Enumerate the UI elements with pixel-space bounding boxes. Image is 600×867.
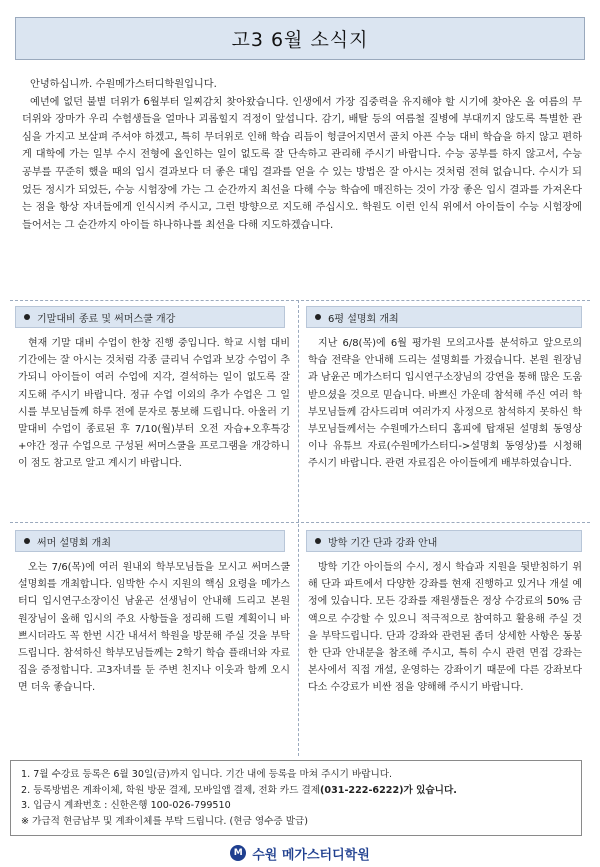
bullet-icon xyxy=(24,314,30,320)
section-heading-text: 방학 기간 단과 강좌 안내 xyxy=(328,537,438,549)
section-body-text: 지난 6/8(목)에 6월 평가원 모의고사를 분석하고 앞으로의 학습 전략을 안내해 드리는 설명회를 가졌습니다. 본원 원장님과 남윤곤 메가스터디 입시연구소장님의 강연을 통해 많은 도움 받으셨을 것으로 믿습니다. 바쁘신 가운데 참석해 주신 여러 학부모님들께 감사드리며 여러가지 사정으로 참석하지 못하신 학부모님들께서는 수원메가스터디 홈피에 탑재된 설명회 동영상이나 유튜브 자료(수원메가스터디->설명회 동영상)를 시청해 주시기 바랍니다. 관련 자료집은 아이들에게 배부하였습니다. xyxy=(308,338,582,470)
payment-notice-box xyxy=(10,760,582,836)
academy-name: 수원 메가스터디학원 xyxy=(252,847,370,863)
notice-line-3: 3. 입금시 계좌번호 : 신한은행 100-026-799510 xyxy=(21,800,231,812)
section-divider-middle xyxy=(10,522,590,523)
academy-logo-icon: M xyxy=(230,845,246,861)
section-heading-text: 써머 설명회 개최 xyxy=(37,537,111,549)
section-body-final-exam xyxy=(18,335,290,473)
section-heading-final-exam xyxy=(15,306,285,328)
section-body-vacation-courses xyxy=(308,559,582,697)
section-heading-text: 6평 설명회 개최 xyxy=(328,313,399,325)
section-heading-text: 기말대비 종료 및 써머스쿨 개강 xyxy=(37,313,176,325)
section-divider-top xyxy=(10,300,590,301)
notice-line-4: ※ 가급적 현금납부 및 계좌이체를 부탁 드립니다. (현금 영수증 발급) xyxy=(21,815,308,827)
section-body-june-seminar xyxy=(308,335,582,473)
newsletter-title-bar xyxy=(15,17,585,60)
notice-line-1: 1. 7월 수강료 등록은 6월 30일(금)까지 입니다. 기간 내에 등록을 마쳐 주시기 바랍니다. xyxy=(21,769,393,780)
notice-line-2-suffix: 가 있습니다. xyxy=(403,784,457,796)
newsletter-title: 고3 6월 소식지 xyxy=(231,29,369,51)
notice-phone-number: (031-222-6222) xyxy=(320,784,404,796)
footer-logo xyxy=(0,843,600,863)
bullet-icon xyxy=(315,314,321,320)
section-heading-vacation-courses xyxy=(306,530,582,552)
bullet-icon xyxy=(315,538,321,544)
section-divider-vertical xyxy=(298,300,299,756)
section-body-text: 오는 7/6(목)에 여러 원내외 학부모님들을 모시고 써머스쿨 설명회를 개최합니다. 임박한 수시 지원의 핵심 요령을 메가스터디 입시연구소장이신 남윤곤 선생님이 안내해 드리고 본원 원장님이 올해 입시의 주요 사항들을 정리해 드릴 계획이니 바쁘시더라도 꼭 한번 시간 내셔서 학원을 방문해 주실 것을 부탁드립니다. 참석하신 학부모님들께는 2학기 학습 플래너와 자료집을 증정합니다. 고3자녀를 둔 주변 친지나 이웃과 함께 오시면 더욱 좋습니다. xyxy=(18,562,290,694)
bullet-icon xyxy=(24,538,30,544)
section-body-summer-seminar xyxy=(18,559,290,697)
intro-greeting: 안녕하십니까. 수원메가스터디학원입니다. xyxy=(30,79,217,90)
intro-section xyxy=(22,76,582,234)
intro-body: 예년에 없던 불볕 더위가 6월부터 일찌감치 찾아왔습니다. 인생에서 가장 집중력을 유지해야 할 시기에 찾아온 올 여름의 무더위와 장마가 우리 수험생들을 얼마나 괴롭힐지 걱정이 앞섭니다. 감기, 배탈 등의 여름철 질병에 부대끼지 않도록 특별한 관심을 가지고 보살펴 주셔야 하겠고, 특히 무더위로 인해 학습 리듬이 헝클어지면서 골치 아픈 수능 대비 학습을 하지 않고 편하게 대학에 가는 일부 수시 전형에 올인하는 일이 없도록 잘 단속하고 관리해 주시기 바랍니다. 수능 공부를 하지 않고서, 수능 공부를 꾸준히 했을 때의 입시 결과보다 더 좋은 대입 결과를 얻을 수 있는 방법은 잘 아시는 것처럼 전혀 없습니다. 수시가 되었든 정시가 되었든, 수능 시험장에 가는 그 순간까지 최선을 다해 수능 학습에 매진하는 것이 가장 좋은 입시 결과를 가져온다는 점을 항상 자녀들에게 인식시켜 주시고, 그런 방향으로 지도해 주십시오. 학원도 이런 인식 위에서 아이들이 수능 시험장에 들어서는 그 순간까지 아이들 하나하나를 최선을 다해 지도하겠습니다. xyxy=(22,96,582,231)
section-heading-summer-seminar xyxy=(15,530,285,552)
section-body-text: 현재 기말 대비 수업이 한창 진행 중입니다. 학교 시험 대비 기간에는 잘 아시는 것처럼 각종 클리닉 수업과 보강 수업이 추가되니 아이들이 여러 수업에 지각, 결석하는 일이 없도록 잘 지도해 주시기 바랍니다. 정규 수업 이외의 추가 수업은 그 일시를 부모님들께 하루 전에 문자로 통보해 드립니다. 아울러 기말대비 수업이 종료된 후 7/10(월)부터 오전 자습+오후특강+야간 정규 수업으로 구성된 써머스쿨을 프로그램을 개강하니 이 점도 참고로 알고 계시기 바랍니다. xyxy=(18,338,290,470)
notice-line-2-prefix: 2. 등록방법은 계좌이체, 학원 방문 결제, 모바일앱 결제, 전화 카드 결제 xyxy=(21,784,321,796)
section-body-text: 방학 기간 아이들의 수시, 정시 학습과 지원을 뒷받침하기 위해 단과 파트에서 다양한 강좌를 현재 진행하고 있거나 개설 예정에 있습니다. 모든 강좌를 재원생들은 정상 수강료의 50% 금액으로 수강할 수 있으니 적극적으로 참여하고 활용해 주실 것을 부탁드립니다. 단과 강좌와 관련된 좀더 상세한 사항은 동봉한 단과 안내문을 참조해 주시고, 특히 수시 관련 면접 강좌는 본사에서 직접 개설, 운영하는 강좌이기 때문에 다른 강좌보다 다소 수강료가 비싼 점을 양해해 주시기 바랍니다. xyxy=(308,562,582,694)
notice-line-2 xyxy=(21,783,571,799)
section-heading-june-seminar xyxy=(306,306,582,328)
